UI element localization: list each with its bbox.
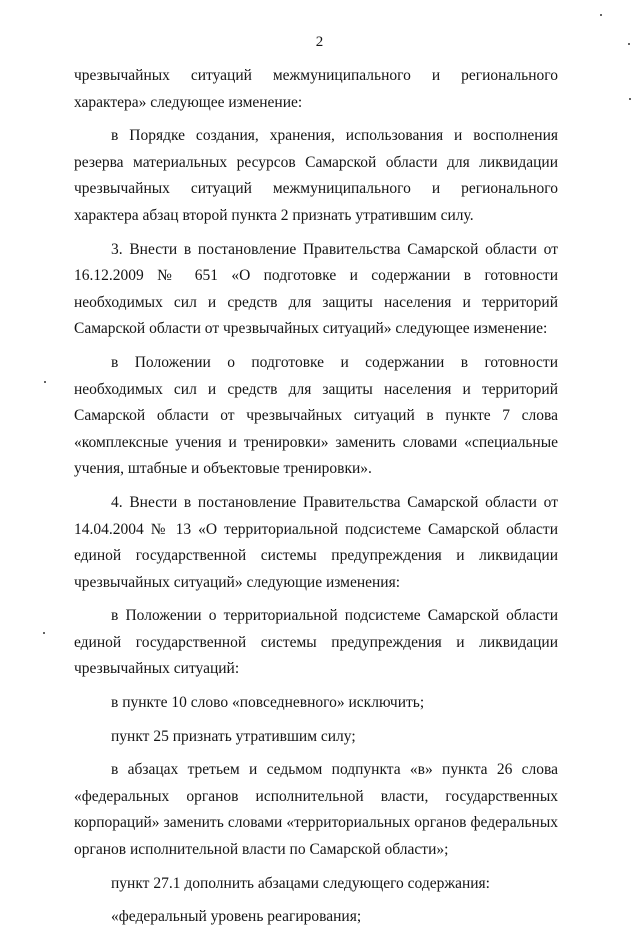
document-body: [74, 63, 558, 931]
paragraph-clause-26: в абзацах третьем и седьмом подпункта «в» пункта 26 слова «федеральных органов исполнительной власти, государственных корпораций» заменить словами «территориальных органов федеральных органов исполнительной власти по Самарской области»;: [74, 761, 558, 859]
scan-speck: [600, 14, 602, 16]
paragraph-continuation: чрезвычайных ситуаций межмуниципального и регионального характера» следующее изменение:: [74, 67, 558, 111]
page-number: 2: [315, 34, 324, 50]
paragraph-forces-regulation: в Положении о подготовке и содержании в готовности необходимых сил и средств для защиты населения и территорий Самарской области от чрезвычайных ситуаций в пункте 7 слова «комплексные учения и тренировки» заменить словами «специальные учения, штабные и объектовые тренировки».: [74, 353, 558, 478]
paragraph-clause-25: пункт 25 признать утратившим силу;: [111, 727, 356, 745]
paragraph-item-4: 4. Внести в постановление Правительства Самарской области от 14.04.2004 № 13 «О территориальной подсистеме Самарской области единой государственной системы предупреждения и ликвидации чрезвычайных ситуаций» следующие изменения:: [74, 493, 558, 591]
paragraph-clause-10: в пункте 10 слово «повседневного» исключить;: [111, 694, 425, 712]
paragraph-clause-27-1: пункт 27.1 дополнить абзацами следующего содержания:: [111, 874, 490, 892]
scan-speck: [629, 98, 631, 100]
paragraph-federal-level: «федеральный уровень реагирования;: [111, 908, 362, 926]
paragraph-subsystem-regulation: в Положении о территориальной подсистеме Самарской области единой государственной системы предупреждения и ликвидации чрезвычайных ситуаций:: [74, 607, 558, 678]
paragraph-reserve-order: в Порядке создания, хранения, использования и восполнения резерва материальных ресурсов Самарской области для ликвидации чрезвычайных ситуаций межмуниципального и регионального характера абзац второй пункта 2 признать утратившим силу.: [74, 127, 558, 224]
scan-speck: [628, 43, 630, 45]
scan-speck: [43, 632, 45, 634]
scan-speck: [44, 381, 46, 383]
paragraph-item-3: 3. Внести в постановление Правительства Самарской области от 16.12.2009 № 651 «О подготовке и содержании в готовности необходимых сил и средств для защиты населения и территорий Самарской области от чрезвычайных ситуаций» следующее изменение:: [74, 240, 558, 338]
